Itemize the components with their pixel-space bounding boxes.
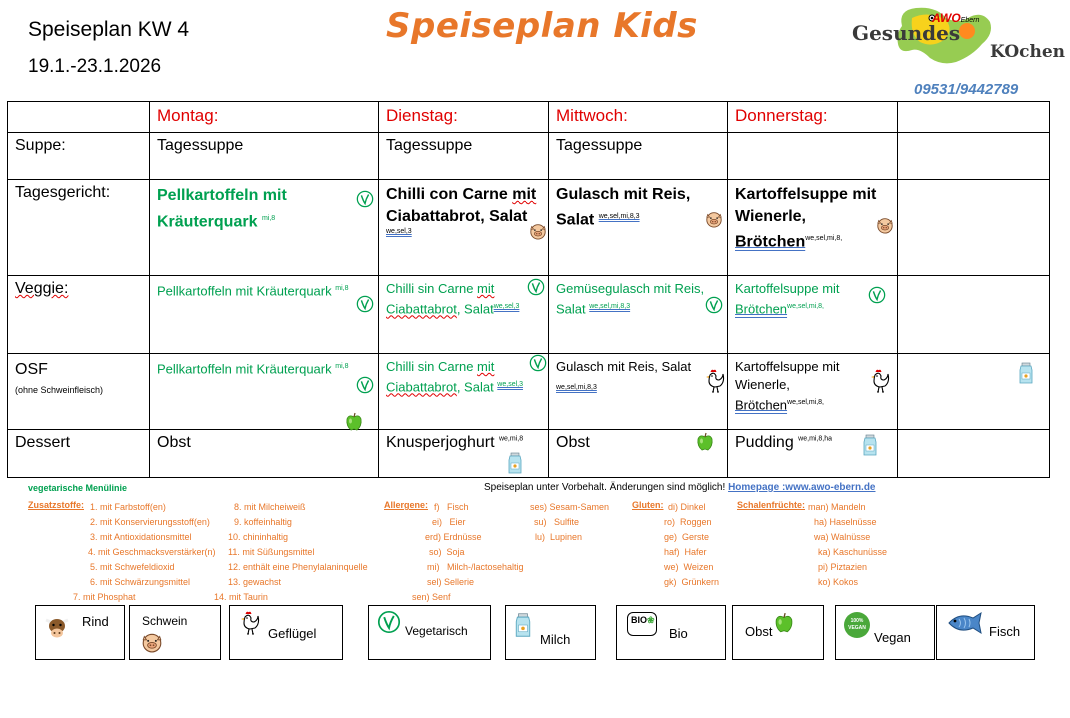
allergene-title: Allergene:	[384, 500, 429, 510]
legend-bio-label: Bio	[669, 626, 688, 641]
zusatz-title: Zusatzstoffe:	[28, 500, 84, 510]
vegetarian-line-title: vegetarische Menülinie	[28, 483, 128, 493]
gluten-list: di) Dinkel ro) Roggen ge) Gerste haf) Hafer we) Weizen gk) Grünkern	[664, 502, 720, 587]
milk-icon	[862, 434, 878, 456]
pig-icon	[703, 210, 725, 228]
row-label-suppe: Suppe:	[8, 133, 150, 180]
dessert-montag: Obst	[150, 430, 379, 478]
legend-box-rind	[35, 605, 125, 660]
plan-week-title: Speiseplan KW 4	[28, 18, 190, 41]
row-label-dessert: Dessert	[8, 430, 150, 478]
veggie-mittwoch: Gemüsegulasch mit Reis, Salat $^{we,sel,mi,8,3}$	[549, 276, 728, 354]
osf-montag: Pellkartoffeln mit Kräuterquark $^{mi,8}$	[150, 354, 379, 430]
cow-icon	[42, 612, 72, 642]
pig-icon	[527, 222, 549, 240]
dessert-dienstag: Knusperjoghurt $^{we,mi,8}$	[379, 430, 549, 478]
legend-obst-label: Obst	[745, 624, 773, 639]
corner-cell	[8, 102, 150, 133]
day-header-dienstag: Dienstag:	[379, 102, 549, 133]
osf-dienstag: Chilli sin Carne mit Ciabattabrot, Salat $^{we,sel,3}$	[379, 354, 549, 430]
tagesgericht-donnerstag: Kartoffelsuppe mit Wienerle, Brötchen$^{we,sel,mi,8,}$	[728, 180, 898, 276]
logo-awo-text: AWOEbern	[932, 11, 980, 25]
brand-title: Speiseplan Kids	[386, 6, 698, 46]
milk-icon	[1018, 362, 1034, 384]
osf-empty	[898, 354, 1050, 430]
disclaimer: Speiseplan unter Vorbehalt. Änderungen sind möglich! Homepage :www.awo-ebern.de	[484, 482, 876, 493]
tagesgericht-empty	[898, 180, 1050, 276]
apple-icon	[695, 432, 715, 452]
veggie-donnerstag: Kartoffelsuppe mit Brötchen$^{we,sel,mi,8,}$	[728, 276, 898, 354]
chicken-icon	[703, 368, 725, 394]
menu-table	[7, 101, 1050, 478]
dessert-mittwoch: Obst	[549, 430, 728, 478]
veggie-montag: Pellkartoffeln mit Kräuterquark $^{mi,8}$	[150, 276, 379, 354]
legend-box-vegetarisch	[368, 605, 491, 660]
dessert-donnerstag: Pudding $^{we,mi,8,ha}$	[728, 430, 898, 478]
chicken-icon	[868, 368, 890, 394]
tagesgericht-dienstag: Chilli con Carne mit Ciabattabrot, Salat we,sel,3	[379, 180, 549, 276]
legend-box-fisch	[936, 605, 1035, 660]
dessert-empty	[898, 430, 1050, 478]
vegetarian-icon	[377, 610, 401, 634]
vegetarian-icon	[356, 295, 374, 313]
osf-mittwoch: Gulasch mit Reis, Salat we,sel,mi,8,3	[549, 354, 728, 430]
allergene-list-2: ses) Sesam-Samen su) Sulfite lu) Lupinen	[530, 502, 610, 542]
legend-gefluegel-label: Geflügel	[268, 626, 317, 641]
logo-gesundes-text: Gesundes	[852, 21, 961, 45]
day-header-row	[8, 102, 1050, 133]
vegetarian-icon	[868, 286, 886, 304]
veggie-empty	[898, 276, 1050, 354]
tagesgericht-montag: Pellkartoffeln mit Kräuterquark $^{mi,8}$	[150, 180, 379, 276]
legend-schwein-label: Schwein	[142, 614, 188, 628]
tagesgericht-mittwoch: Gulasch mit Reis, Salat $^{we,sel,mi,8,3}$	[549, 180, 728, 276]
suppe-montag: Tagessuppe	[150, 133, 379, 180]
legend-vegetarisch-label: Vegetarisch	[405, 624, 468, 638]
row-tagesgericht	[8, 180, 1050, 276]
day-header-empty	[898, 102, 1050, 133]
row-osf	[8, 354, 1050, 430]
chicken-icon	[238, 610, 260, 636]
phone-number: 09531/9442789	[914, 81, 1019, 98]
veggie-dienstag: Chilli sin Carne mit Ciabattabrot, Salat$^{we,sel,3}$	[379, 276, 549, 354]
awo-logo	[850, 4, 1066, 70]
suppe-mittwoch: Tagessuppe	[549, 133, 728, 180]
legend-box-milch	[505, 605, 596, 660]
fish-icon	[945, 610, 985, 636]
legend-fisch-label: Fisch	[989, 624, 1021, 639]
vegetarian-icon	[527, 278, 545, 296]
row-label-tagesgericht: Tagesgericht:	[8, 180, 150, 276]
zusatz-list-1: 1. mit Farbstoff(en) 2. mit Konservierungsstoff(en) 3. mit Antioxidationsmittel 4. mit Geschmacksverstärker(n) 5. mit Schwefeldioxid 6. mit Schwärzungsmittel 7. mit Phosphat	[73, 502, 216, 602]
plan-date-range: 19.1.-23.1.2026	[28, 56, 162, 77]
legend-milch-label: Milch	[540, 632, 571, 647]
legend-rind-label: Rind	[82, 614, 109, 629]
legend-box-bio	[616, 605, 726, 660]
milk-icon	[507, 452, 523, 474]
zusatz-list-2: 8. mit Milcheiweiß 9. koffeinhaltig 10. chininhaltig 11. mit Süßungsmittel 12. enthält eine Phenylalaninquelle 13. gewachst 14. mit Taurin	[214, 502, 368, 602]
legend-box-schwein	[129, 605, 221, 660]
day-header-mittwoch: Mittwoch:	[549, 102, 728, 133]
osf-donnerstag: Kartoffelsuppe mit Wienerle, Brötchen$^{we,sel,mi,8,}$	[728, 354, 898, 430]
vegan-icon: 100% VEGAN	[844, 612, 870, 638]
vegetarian-icon	[705, 296, 723, 314]
pig-icon	[874, 216, 896, 234]
homepage-link[interactable]: Homepage :www.awo-ebern.de	[728, 482, 876, 493]
vegetarian-icon	[356, 376, 374, 394]
day-header-montag: Montag:	[150, 102, 379, 133]
day-header-donnerstag: Donnerstag:	[728, 102, 898, 133]
legend-box-vegan	[835, 605, 935, 660]
legend-box-gefluegel	[229, 605, 343, 660]
pig-icon	[138, 631, 166, 653]
vegetarian-icon	[529, 354, 547, 372]
schalen-title: Schalenfrüchte:	[737, 500, 806, 510]
row-label-osf: OSF (ohne Schweinfleisch)	[8, 354, 150, 430]
milk-icon	[514, 612, 532, 638]
schalen-list: man) Mandeln ha) Haselnüsse wa) Walnüsse ka) Kaschunüsse pi) Piztazien ko) Kokos	[808, 502, 888, 587]
suppe-donnerstag	[728, 133, 898, 180]
legend-box-obst	[732, 605, 824, 660]
row-veggie	[8, 276, 1050, 354]
allergene-list: f) Fisch ei) Eier erd) Erdnüsse so) Soja mi) Milch-/lactosehaltig sel) Sellerie sen) Senf	[412, 502, 524, 602]
vegetarian-icon	[356, 190, 374, 208]
bio-icon: BIO❀	[627, 612, 657, 636]
row-suppe	[8, 133, 1050, 180]
gluten-title: Gluten:	[632, 500, 664, 510]
apple-icon	[773, 612, 795, 634]
suppe-dienstag: Tagessuppe	[379, 133, 549, 180]
row-dessert	[8, 430, 1050, 478]
logo-kochen-text: KOchen	[990, 42, 1066, 62]
legend-vegan-label: Vegan	[874, 630, 911, 645]
row-label-veggie: Veggie:	[8, 276, 150, 354]
suppe-empty	[898, 133, 1050, 180]
